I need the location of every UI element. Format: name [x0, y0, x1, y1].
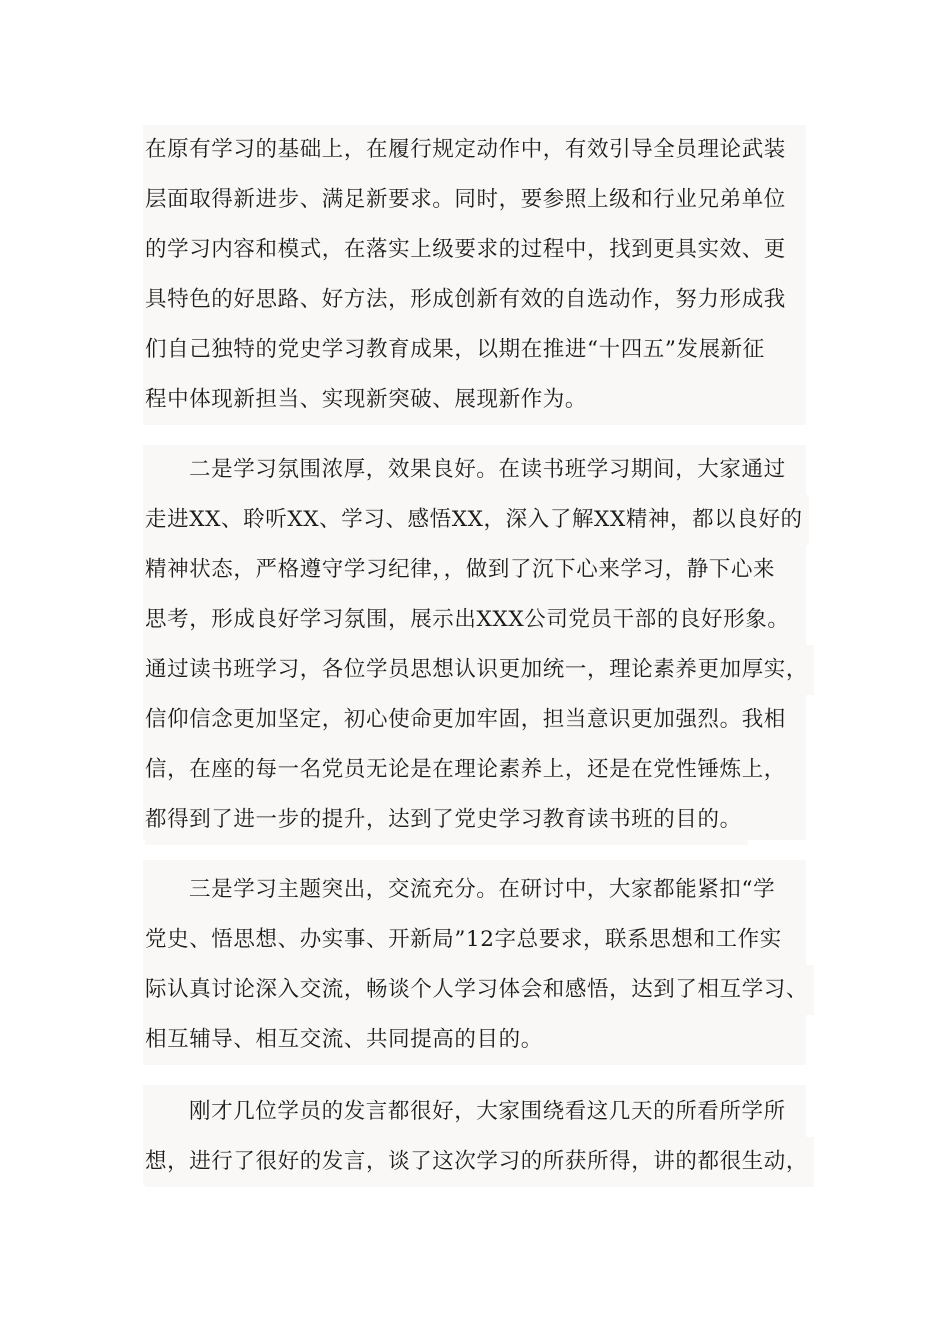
text-line: 通过读书班学习，各位学员思想认识更加统一，理论素养更加厚实，: [145, 645, 814, 695]
text-line: 层面取得新进步、满足新要求。同时，要参照上级和行业兄弟单位: [145, 175, 792, 225]
text-line: 的学习内容和模式，在落实上级要求的过程中，找到更具实效、更: [145, 225, 792, 275]
text-line: 信仰信念更加坚定，初心使命更加牢固，担当意识更加强烈。我相: [145, 695, 792, 745]
text-line: 们自己独特的党史学习教育成果，以期在推进“十四五”发展新征: [145, 325, 771, 375]
text-line: 刚才几位学员的发言都很好，大家围绕看这几天的所看所学所: [145, 1087, 792, 1137]
text-line: 精神状态，严格遵守学习纪律，，做到了沉下心来学习，静下心来: [145, 545, 781, 595]
text-line: 相互辅导、相互交流、共同提高的目的。: [145, 1015, 549, 1065]
text-line: 走进XX、聆听XX、学习、感悟XX，深入了解XX精神，都以良好的: [145, 495, 809, 545]
text-line: 都得到了进一步的提升，达到了党史学习教育读书班的目的。: [145, 795, 748, 845]
text-line: 思考，形成良好学习氛围，展示出XXX公司党员干部的良好形象。: [145, 595, 795, 645]
text-line: 信，在座的每一名党员无论是在理论素养上，还是在党性锤炼上，: [145, 745, 792, 795]
text-line: 三是学习主题突出，交流充分。在研讨中，大家都能紧扣“学: [145, 865, 781, 915]
text-line: 具特色的好思路、好方法，形成创新有效的自选动作，努力形成我: [145, 275, 792, 325]
text-line: 想，进行了很好的发言，谈了这次学习的所获所得，讲的都很生动，: [145, 1137, 814, 1187]
text-line: 党史、悟思想、办实事、开新局”12字总要求，联系思想和工作实: [145, 915, 788, 965]
text-line: 际认真讨论深入交流，畅谈个人学习体会和感悟，达到了相互学习、: [145, 965, 814, 1015]
text-line: 二是学习氛围浓厚，效果良好。在读书班学习期间，大家通过: [145, 445, 792, 495]
text-line: 在原有学习的基础上，在履行规定动作中，有效引导全员理论武装: [145, 125, 792, 175]
text-line: 程中体现新担当、实现新突破、展现新作为。: [145, 375, 593, 425]
